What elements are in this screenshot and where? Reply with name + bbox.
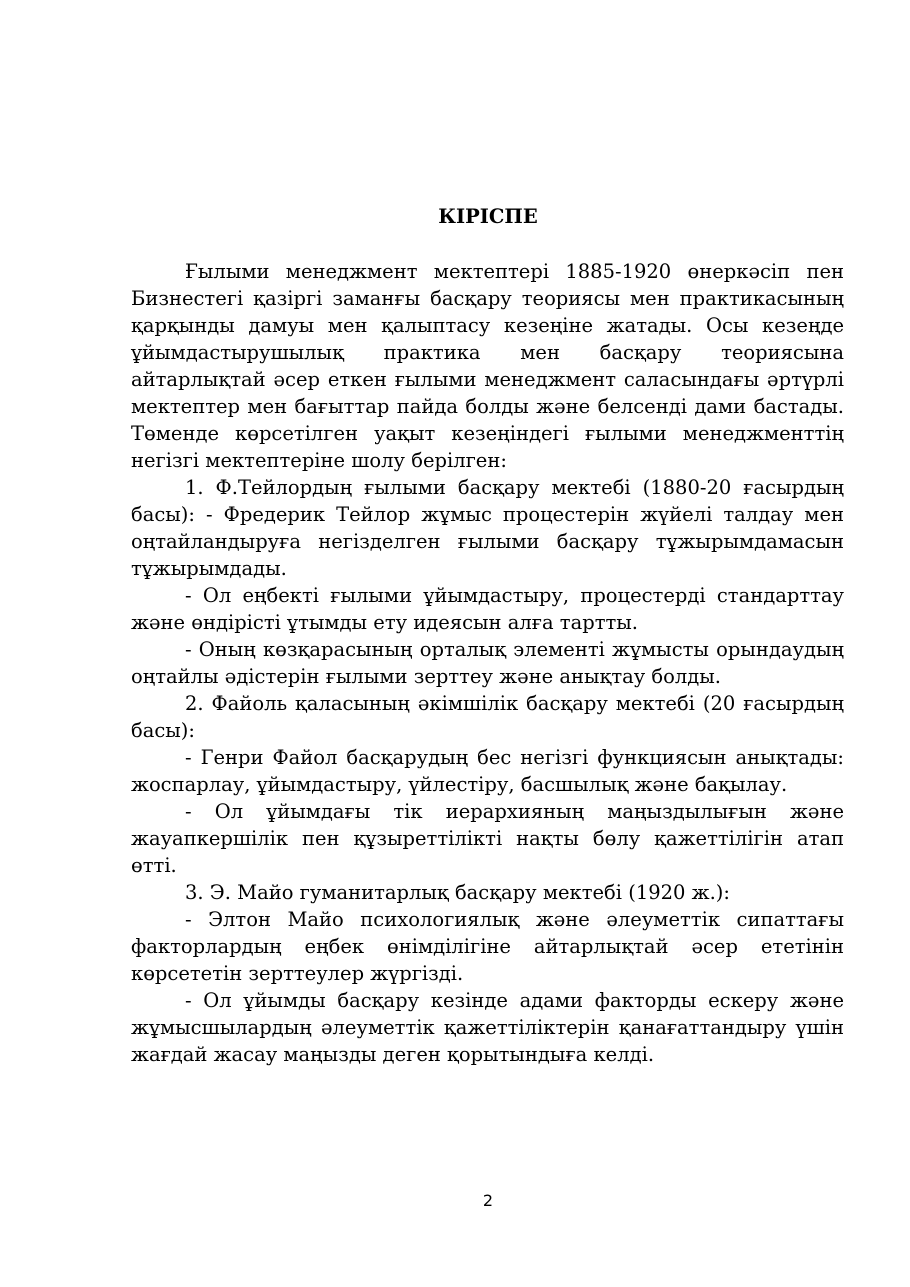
paragraph-mayo-point-1: - Элтон Майо психологиялық және әлеуметтік сипаттағы факторлардың еңбек өнімділігіне айтарлықтай әсер ететінін көрсететін зерттеулер жүргізді. <box>131 908 844 985</box>
paragraph-fayol-point-2: - Ол ұйымдағы тік иерархияның маңыздылығын және жауапкершілік пен құзыреттілікті нақты бөлу қажеттілігін атап өтті. <box>131 800 844 877</box>
paragraph-fayol-point-1: - Генри Файол басқарудың бес негізгі функциясын анықтады: жоспарлау, ұйымдастыру, үйлестіру, басшылық және бақылау. <box>131 746 844 796</box>
paragraph-taylor-point-1: - Ол еңбекті ғылыми ұйымдастыру, процестерді стандарттау және өндірісті ұтымды ету идеясын алға тартты. <box>131 584 844 634</box>
document-body <box>131 258 844 1068</box>
page-title: КІРІСПЕ <box>438 205 538 228</box>
paragraph-taylor-point-2: - Оның көзқарасының орталық элементі жұмысты орындаудың оңтайлы әдістерін ғылыми зерттеу және анықтау болды. <box>131 638 844 688</box>
paragraph-mayo-point-2: - Ол ұйымды басқару кезінде адами факторды ескеру және жұмысшылардың әлеуметтік қажеттіліктерін қанағаттандыру үшін жағдай жасау маңызды деген қорытындыға келді. <box>131 989 844 1066</box>
paragraph-mayo-school: 3. Э. Майо гуманитарлық басқару мектебі (1920 ж.): <box>185 881 730 904</box>
paragraph-taylor-school: 1. Ф.Тейлордың ғылыми басқару мектебі (1880-20 ғасырдың басы): - Фредерик Тейлор жұмыс процестерін жүйелі талдау мен оңтайландыруға негізделген ғылыми басқару тұжырымдамасын тұжырымдады. <box>131 476 844 580</box>
paragraph-intro: Ғылыми менеджмент мектептері 1885-1920 өнеркәсіп пен Бизнестегі қазіргі заманғы басқару теориясы мен практикасының қарқынды дамуы мен қалыптасу кезеңіне жатады. Осы кезеңде ұйымдастырушылық практика мен басқару теориясына айтарлықтай әсер еткен ғылыми менеджмент саласындағы әртүрлі мектептер мен бағыттар пайда болды және белсенді дами бастады. Төменде көрсетілген уақыт кезеңіндегі ғылыми менеджменттің негізгі мектептеріне шолу берілген: <box>131 260 844 472</box>
page-number: 2 <box>482 1191 494 1210</box>
paragraph-fayol-school: 2. Файоль қаласының әкімшілік басқару мектебі (20 ғасырдың басы): <box>131 692 844 742</box>
